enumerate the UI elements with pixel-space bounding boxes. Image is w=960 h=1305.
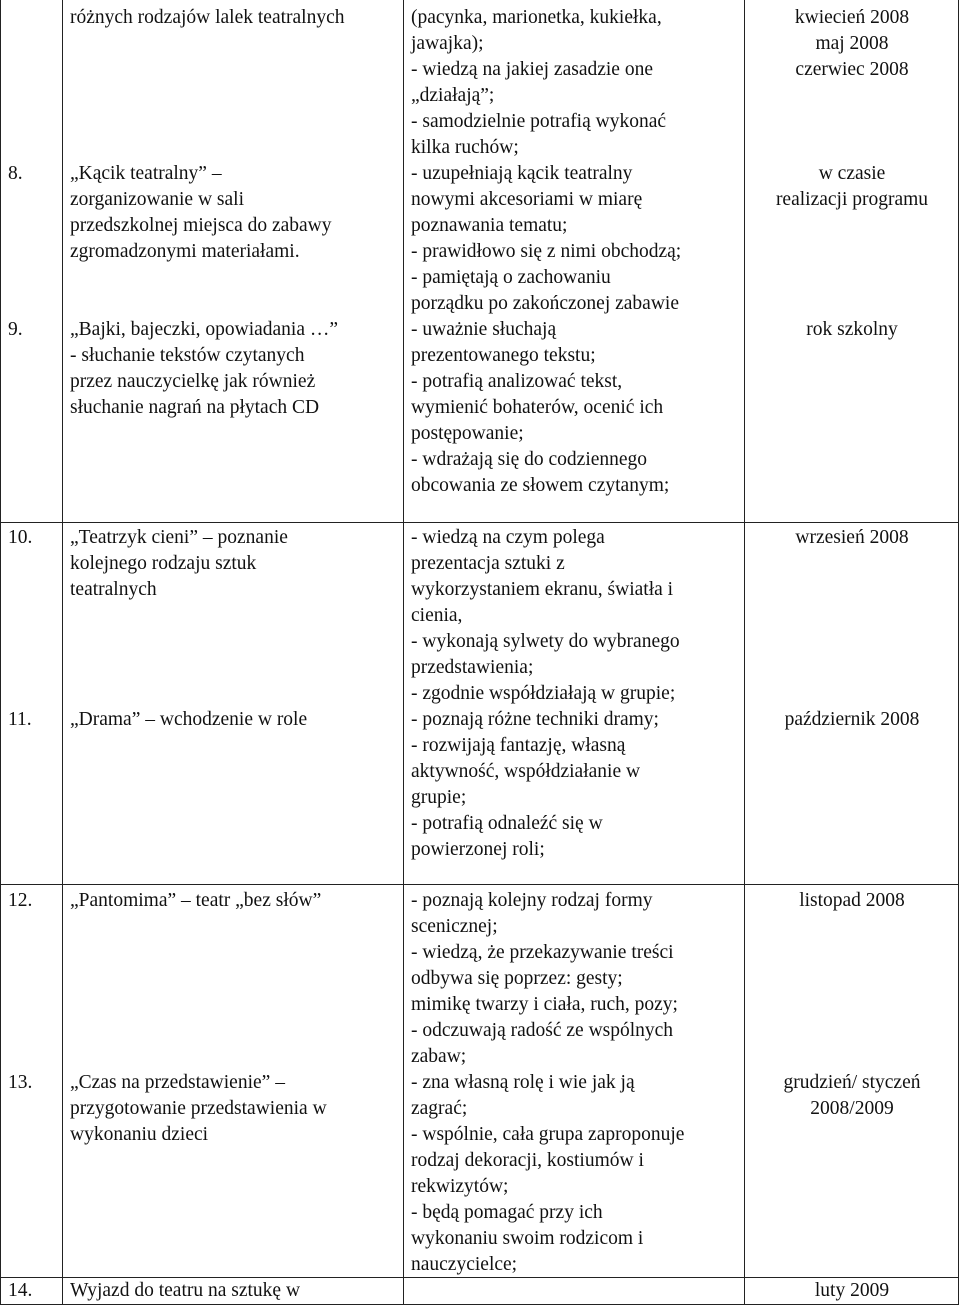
row-topic: „Kącik teatralny” – zorganizowanie w sali przedszkolnej miejsca do zabawy zgromadzonymi materiałami. [70,163,332,262]
table-border-left [0,0,1,1305]
row-goals: - uzupełniają kącik teatralny nowymi akcesoriami w miarę poznawania tematu; - prawidłowo się z nimi obchodzą; - pamiętają o zachowaniu porządku po zakończonej zabawie [411,163,682,314]
row-date: grudzień/ styczeń 2008/2009 [783,1072,921,1119]
row-date: kwiecień 2008 maj 2008 czerwiec 2008 [794,7,910,80]
row-goals: - zna własną rolę i wie jak ją zagrać; - wspólnie, cała grupa zaproponuje rodzaj dekoracji, kostiumów i rekwizytów; - będą pomagać przy ich wykonaniu swoim rodzicom i nauczycielce; [411,1072,685,1275]
row-divider [0,522,959,523]
row-number: 14. [8,1280,33,1301]
row-number: 13. [8,1072,33,1093]
row-number: 8. [8,163,23,184]
row-number: 9. [8,319,23,340]
row-date: w czasie realizacji programu [775,163,929,210]
table-border-right [958,0,959,1305]
row-topic: „Drama” – wchodzenie w role [70,709,308,730]
row-date: listopad 2008 [799,890,905,911]
row-topic: „Teatrzyk cieni” – poznanie kolejnego rodzaju sztuk teatralnych [70,527,288,600]
row-number: 11. [8,709,32,730]
row-date: październik 2008 [784,709,920,730]
column-divider-date [744,0,745,1305]
column-divider-goals [403,0,404,1305]
row-goals: - wiedzą na czym polega prezentacja sztuki z wykorzystaniem ekranu, światła i cienia, - wykonają sylwety do wybranego przedstawienia; - zgodnie współdziałają w grupie; [411,527,680,704]
row-date: luty 2009 [814,1280,890,1301]
row-topic: „Pantomima” – teatr „bez słów” [70,890,322,911]
row-goals: - uważnie słuchają prezentowanego tekstu; - potrafią analizować tekst, wymienić bohaterów, ocenić ich postępowanie; - wdrażają się do codziennego obcowania ze słowem czytanym; [411,319,670,496]
row-topic: „Bajki, bajeczki, opowiadania …” - słuchanie tekstów czytanych przez nauczycielkę jak również słuchanie nagrań na płytach CD [70,319,339,418]
row-topic: „Czas na przedstawienie” – przygotowanie przedstawienia w wykonaniu dzieci [70,1072,327,1145]
row-topic: różnych rodzajów lalek teatralnych [70,7,345,28]
row-goals: (pacynka, marionetka, kukiełka, jawajka); - wiedzą na jakiej zasadzie one „działają”; - samodzielnie potrafią wykonać kilka ruchów; [411,7,667,158]
row-number: 12. [8,890,33,911]
row-goals: - poznają różne techniki dramy; - rozwijają fantazję, własną aktywność, współdziałanie w grupie; - potrafią odnaleźć się w powierzonej roli; [411,709,659,860]
row-date: rok szkolny [806,319,898,340]
row-number: 10. [8,527,33,548]
row-goals: - poznają kolejny rodzaj formy scenicznej; - wiedzą, że przekazywanie treści odbywa się poprzez: gesty; mimikę twarzy i ciała, ruch, pozy; - odczuwają radość ze wspólnych zabaw; [411,890,678,1067]
row-date: wrzesień 2008 [795,527,909,548]
row-divider [0,884,959,885]
column-divider-topic [62,0,63,1305]
row-topic: Wyjazd do teatru na sztukę w [70,1280,301,1301]
